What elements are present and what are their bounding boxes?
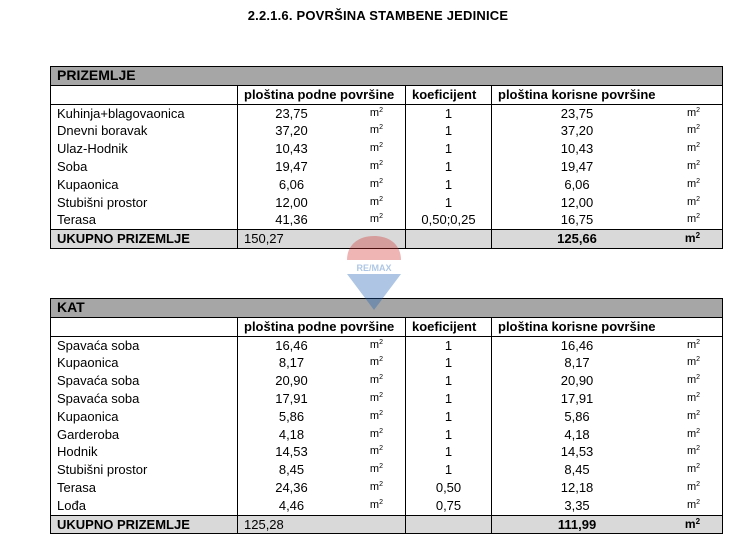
unit-label: $m^2$ <box>369 356 383 369</box>
total-label: UKUPNO PRIZEMLJE <box>51 515 238 534</box>
column-header-usable-area: ploština korisne površine <box>492 85 723 104</box>
floor-area-cell <box>238 104 406 122</box>
total-usable-area: 125,66 <box>557 231 597 247</box>
table-row <box>51 426 723 444</box>
room-name: Kupaonica <box>51 354 238 372</box>
section-title: PRIZEMLJE <box>51 67 723 86</box>
usable-area-value: 17,91 <box>560 390 594 406</box>
floor-area-value: 4,18 <box>278 426 305 442</box>
usable-area-cell <box>492 390 723 408</box>
coefficient-value: 0,75 <box>406 497 492 515</box>
table-row <box>51 194 723 212</box>
floor-area-cell <box>238 497 406 515</box>
coefficient-value: 1 <box>406 408 492 426</box>
table-row <box>51 497 723 515</box>
unit-superscript: 2 <box>379 338 383 346</box>
usable-area-value: 16,46 <box>560 337 594 353</box>
room-name: Spavaća soba <box>51 390 238 408</box>
usable-area-cell <box>492 426 723 444</box>
usable-area-cell <box>492 479 723 497</box>
unit-superscript: 2 <box>379 106 383 114</box>
usable-area-cell <box>492 211 723 229</box>
usable-area-cell <box>492 158 723 176</box>
unit-superscript: 2 <box>379 213 383 221</box>
usable-area-value: 20,90 <box>560 373 594 389</box>
column-header-room <box>51 85 238 104</box>
usable-area-cell <box>492 461 723 479</box>
floor-area-value: 17,91 <box>275 390 308 406</box>
coefficient-value: 0,50 <box>406 479 492 497</box>
total-label: UKUPNO PRIZEMLJE <box>51 230 238 249</box>
floor-area-cell <box>238 372 406 390</box>
unit-label: $m^2$ <box>686 409 701 422</box>
unit-label: $m^2$ <box>369 391 383 404</box>
unit-superscript: 2 <box>696 106 701 114</box>
usable-area-value: 10,43 <box>560 141 594 157</box>
upper-floor-table <box>50 298 723 534</box>
coefficient-value: 1 <box>406 176 492 194</box>
unit-label: $m^2$ <box>684 231 701 246</box>
usable-area-cell <box>492 176 723 194</box>
table-row <box>51 461 723 479</box>
unit-label: $m^2$ <box>369 159 383 172</box>
coefficient-value: 1 <box>406 354 492 372</box>
usable-area-cell <box>492 372 723 390</box>
usable-area-cell <box>492 194 723 212</box>
floor-area-cell <box>238 194 406 212</box>
unit-label: $m^2$ <box>686 159 701 172</box>
usable-area-value: 8,45 <box>564 462 590 478</box>
unit-superscript: 2 <box>696 409 701 417</box>
table-row <box>51 176 723 194</box>
table-row <box>51 140 723 158</box>
table-row <box>51 372 723 390</box>
usable-area-cell <box>492 408 723 426</box>
room-name: Terasa <box>51 479 238 497</box>
unit-superscript: 2 <box>379 195 383 203</box>
floor-area-cell <box>238 426 406 444</box>
unit-superscript: 2 <box>696 498 701 506</box>
unit-superscript: 2 <box>379 427 383 435</box>
unit-label: $m^2$ <box>686 427 701 440</box>
column-header-usable-area: ploština korisne površine <box>492 317 723 336</box>
unit-label: $m^2$ <box>686 106 701 119</box>
floor-area-value: 6,06 <box>278 176 305 192</box>
usable-area-value: 16,75 <box>560 212 594 228</box>
usable-area-value: 8,17 <box>564 355 590 371</box>
usable-area-value: 12,00 <box>560 194 594 210</box>
svg-text:RE/MAX: RE/MAX <box>356 263 392 273</box>
coefficient-value: 1 <box>406 443 492 461</box>
coefficient-value: 1 <box>406 104 492 122</box>
unit-superscript: 2 <box>379 159 383 167</box>
room-name: Kupaonica <box>51 176 238 194</box>
table-row <box>51 354 723 372</box>
total-usable-area: 111,99 <box>557 516 597 532</box>
room-name: Terasa <box>51 211 238 229</box>
floor-area-value: 16,46 <box>275 337 308 353</box>
usable-area-cell <box>492 497 723 515</box>
usable-area-value: 5,86 <box>564 408 590 424</box>
floor-area-cell <box>238 354 406 372</box>
unit-superscript: 2 <box>696 195 701 203</box>
floor-area-cell <box>238 176 406 194</box>
unit-superscript: 2 <box>379 374 383 382</box>
floor-area-value: 12,00 <box>275 194 308 210</box>
section-title: KAT <box>51 299 723 318</box>
table-row <box>51 122 723 140</box>
coefficient-value: 1 <box>406 122 492 140</box>
floor-area-cell <box>238 211 406 229</box>
unit-superscript: 2 <box>696 374 701 382</box>
unit-label: $m^2$ <box>686 177 701 190</box>
total-floor-area: 125,28 <box>238 515 406 534</box>
unit-superscript: 2 <box>696 177 701 185</box>
unit-label: $m^2$ <box>369 106 383 119</box>
document-title: 2.2.1.6. POVRŠINA STAMBENE JEDINICE <box>247 8 509 23</box>
unit-label: $m^2$ <box>369 463 383 476</box>
room-name: Soba <box>51 158 238 176</box>
table-row <box>51 211 723 229</box>
unit-label: $m^2$ <box>686 195 701 208</box>
usable-area-value: 23,75 <box>560 105 594 121</box>
table-row <box>51 104 723 122</box>
unit-superscript: 2 <box>379 391 383 399</box>
table-row <box>51 336 723 354</box>
table-row <box>51 479 723 497</box>
usable-area-value: 14,53 <box>560 444 594 460</box>
coefficient-value: 1 <box>406 194 492 212</box>
unit-superscript: 2 <box>379 177 383 185</box>
total-usable-cell <box>492 230 723 249</box>
usable-area-cell <box>492 336 723 354</box>
unit-superscript: 2 <box>379 480 383 488</box>
floor-area-value: 41,36 <box>275 212 308 228</box>
unit-superscript: 2 <box>379 463 383 471</box>
room-name: Kuhinja+blagovaonica <box>51 104 238 122</box>
unit-superscript: 2 <box>379 445 383 453</box>
column-header-row <box>51 85 723 104</box>
unit-superscript: 2 <box>379 498 383 506</box>
section-header <box>51 67 723 86</box>
coefficient-value: 1 <box>406 426 492 444</box>
unit-label: $m^2$ <box>369 427 383 440</box>
floor-area-cell <box>238 408 406 426</box>
unit-label: $m^2$ <box>686 480 701 493</box>
unit-label: $m^2$ <box>369 480 383 493</box>
unit-superscript: 2 <box>695 516 701 526</box>
floor-area-value: 5,86 <box>278 408 305 424</box>
column-header-coefficient: koeficijent <box>406 85 492 104</box>
usable-area-cell <box>492 443 723 461</box>
room-name: Ulaz-Hodnik <box>51 140 238 158</box>
usable-area-cell <box>492 140 723 158</box>
total-floor-area: 150,27 <box>238 230 406 249</box>
column-header-row <box>51 317 723 336</box>
room-name: Hodnik <box>51 443 238 461</box>
column-header-room <box>51 317 238 336</box>
unit-label: $m^2$ <box>686 374 701 387</box>
floor-area-value: 23,75 <box>275 105 308 121</box>
unit-superscript: 2 <box>695 231 701 241</box>
unit-label: $m^2$ <box>369 142 383 155</box>
unit-superscript: 2 <box>379 356 383 364</box>
unit-superscript: 2 <box>379 409 383 417</box>
unit-superscript: 2 <box>696 213 701 221</box>
unit-superscript: 2 <box>696 480 701 488</box>
usable-area-value: 6,06 <box>564 176 590 192</box>
unit-label: $m^2$ <box>369 195 383 208</box>
room-name: Spavaća soba <box>51 372 238 390</box>
floor-area-value: 37,20 <box>275 123 308 139</box>
table-row <box>51 408 723 426</box>
unit-label: $m^2$ <box>369 498 383 511</box>
usable-area-value: 19,47 <box>560 158 594 174</box>
table-row <box>51 390 723 408</box>
floor-area-cell <box>238 479 406 497</box>
unit-label: $m^2$ <box>369 177 383 190</box>
coefficient-value: 1 <box>406 158 492 176</box>
coefficient-value: 1 <box>406 336 492 354</box>
unit-superscript: 2 <box>696 445 701 453</box>
floor-area-value: 4,46 <box>278 497 305 513</box>
unit-superscript: 2 <box>696 124 701 132</box>
unit-superscript: 2 <box>379 142 383 150</box>
room-name: Garderoba <box>51 426 238 444</box>
room-name: Spavaća soba <box>51 336 238 354</box>
usable-area-cell <box>492 354 723 372</box>
unit-label: $m^2$ <box>369 445 383 458</box>
column-header-floor-area: ploština podne površine <box>238 317 406 336</box>
unit-label: $m^2$ <box>369 374 383 387</box>
unit-label: $m^2$ <box>684 516 701 531</box>
usable-area-value: 12,18 <box>560 479 594 495</box>
coefficient-value: 0,50;0,25 <box>406 211 492 229</box>
unit-label: $m^2$ <box>686 445 701 458</box>
column-header-floor-area: ploština podne površine <box>238 85 406 104</box>
total-coefficient-empty <box>406 515 492 534</box>
usable-area-value: 4,18 <box>564 426 590 442</box>
unit-superscript: 2 <box>696 427 701 435</box>
total-row <box>51 230 723 249</box>
room-name: Kupaonica <box>51 408 238 426</box>
floor-area-cell <box>238 158 406 176</box>
section-header <box>51 299 723 318</box>
unit-label: $m^2$ <box>686 463 701 476</box>
unit-superscript: 2 <box>696 356 701 364</box>
unit-label: $m^2$ <box>686 213 701 226</box>
total-usable-cell <box>492 515 723 534</box>
table-row <box>51 158 723 176</box>
table-row <box>51 443 723 461</box>
unit-superscript: 2 <box>696 338 701 346</box>
floor-area-value: 19,47 <box>275 158 308 174</box>
room-name: Stubišni prostor <box>51 194 238 212</box>
usable-area-cell <box>492 104 723 122</box>
unit-superscript: 2 <box>696 463 701 471</box>
coefficient-value: 1 <box>406 390 492 408</box>
floor-area-cell <box>238 140 406 158</box>
floor-area-cell <box>238 461 406 479</box>
coefficient-value: 1 <box>406 372 492 390</box>
floor-area-value: 8,45 <box>278 462 305 478</box>
usable-area-value: 3,35 <box>564 497 590 513</box>
coefficient-value: 1 <box>406 461 492 479</box>
unit-superscript: 2 <box>379 124 383 132</box>
ground-floor-table <box>50 66 723 249</box>
room-name: Dnevni boravak <box>51 122 238 140</box>
unit-label: $m^2$ <box>369 409 383 422</box>
room-name: Stubišni prostor <box>51 461 238 479</box>
unit-superscript: 2 <box>696 159 701 167</box>
total-row <box>51 515 723 534</box>
floor-area-value: 14,53 <box>275 444 308 460</box>
unit-label: $m^2$ <box>369 124 383 137</box>
room-name: Lođa <box>51 497 238 515</box>
floor-area-cell <box>238 390 406 408</box>
floor-area-value: 24,36 <box>275 479 308 495</box>
floor-area-value: 20,90 <box>275 373 308 389</box>
usable-area-cell <box>492 122 723 140</box>
usable-area-value: 37,20 <box>560 123 594 139</box>
unit-label: $m^2$ <box>369 338 383 351</box>
unit-superscript: 2 <box>696 391 701 399</box>
unit-label: $m^2$ <box>686 498 701 511</box>
total-coefficient-empty <box>406 230 492 249</box>
floor-area-value: 10,43 <box>275 141 308 157</box>
coefficient-value: 1 <box>406 140 492 158</box>
unit-label: $m^2$ <box>686 142 701 155</box>
unit-label: $m^2$ <box>686 338 701 351</box>
floor-area-value: 8,17 <box>278 355 305 371</box>
unit-label: $m^2$ <box>686 391 701 404</box>
floor-area-cell <box>238 443 406 461</box>
column-header-coefficient: koeficijent <box>406 317 492 336</box>
floor-area-cell <box>238 336 406 354</box>
floor-area-cell <box>238 122 406 140</box>
unit-label: $m^2$ <box>369 213 383 226</box>
unit-label: $m^2$ <box>686 124 701 137</box>
unit-superscript: 2 <box>696 142 701 150</box>
unit-label: $m^2$ <box>686 356 701 369</box>
